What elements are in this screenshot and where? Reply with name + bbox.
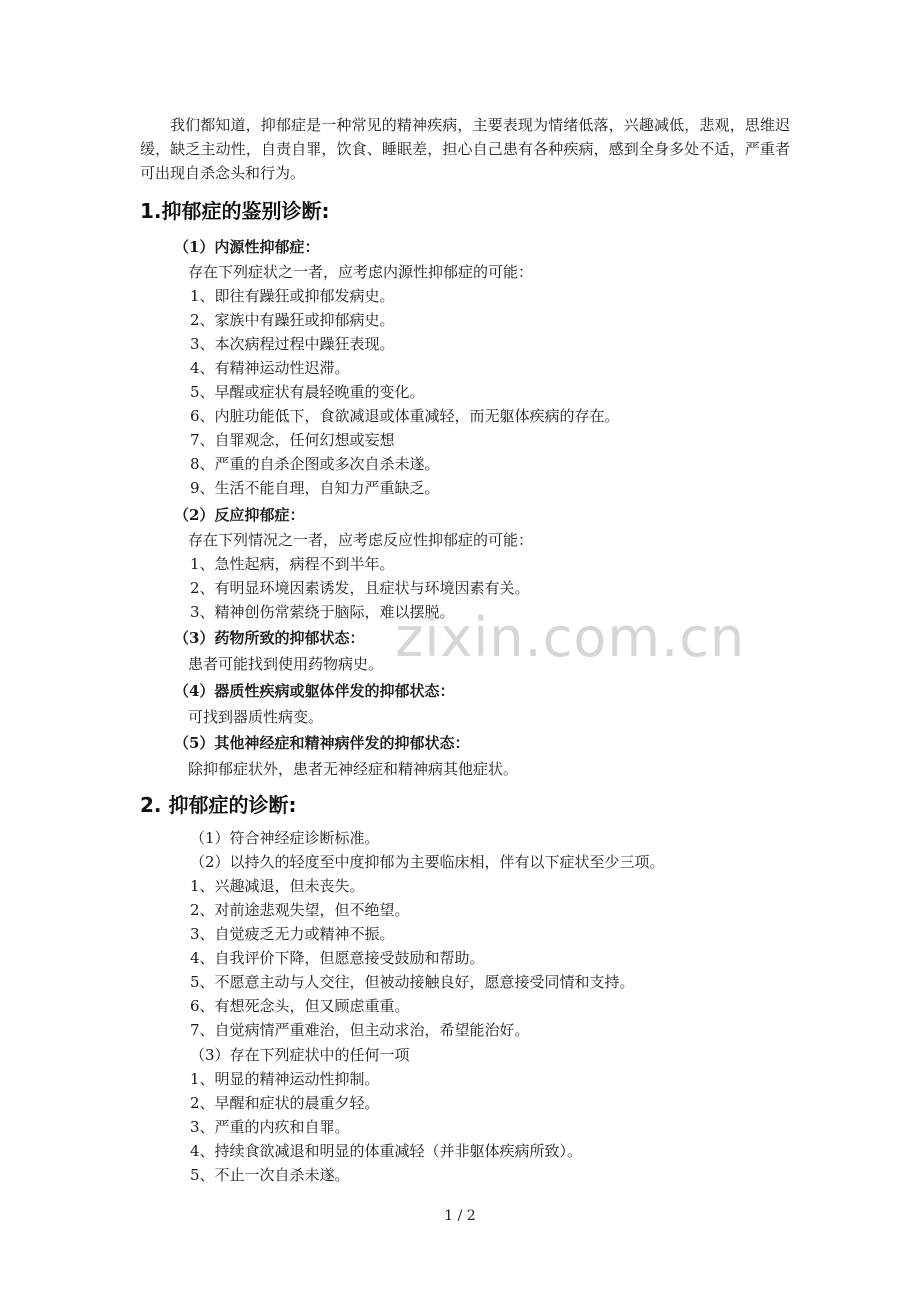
- sub5-label: （5）其他神经症和精神病伴发的抑郁状态：: [174, 734, 470, 752]
- intro-paragraph: 我们都知道，抑郁症是一种常见的精神疾病，主要表现为情绪低落，兴趣减低，悲观，思维迟缓，缺乏主动性，自责自罪，饮食、睡眠差，担心自己患有各种疾病，感到全身多处不适，严重者可出现自杀念头和行为。: [140, 116, 790, 182]
- sub2-item: 1、急性起病，病程不到半年。: [190, 555, 395, 573]
- criterion-1: （1）符合神经症诊断标准。: [190, 829, 380, 847]
- watermark: zixin.com.cn: [395, 606, 746, 669]
- section1-heading: 1.抑郁症的鉴别诊断:: [140, 199, 330, 223]
- criterion-2-item: 3、自觉疲乏无力或精神不振。: [190, 925, 395, 943]
- sub3-label: （3）药物所致的抑郁状态：: [174, 629, 365, 647]
- sub3-text: 患者可能找到使用药物病史。: [188, 655, 384, 673]
- criterion-2-item: 2、对前途悲观失望，但不绝望。: [190, 901, 410, 919]
- sub4-text: 可找到器质性病变。: [188, 708, 324, 726]
- criterion-2-item: 5、不愿意主动与人交往，但被动接触良好，愿意接受同情和支持。: [190, 973, 635, 991]
- section2-heading: 2. 抑郁症的诊断:: [140, 793, 297, 817]
- criterion-2-item: 1、兴趣减退，但未丧失。: [190, 877, 365, 895]
- criterion-3-item: 2、早醒和症状的晨重夕轻。: [190, 1094, 380, 1112]
- sub1-item: 2、家族中有躁狂或抑郁病史。: [190, 311, 395, 329]
- criterion-3: （3）存在下列症状中的任何一项: [190, 1046, 410, 1064]
- criterion-2-item: 6、有想死念头，但又顾虑重重。: [190, 997, 410, 1015]
- page-number: 1 / 2: [444, 1208, 476, 1224]
- sub1-item: 8、严重的自杀企图或多次自杀未遂。: [190, 455, 440, 473]
- criterion-3-item: 5、不止一次自杀未遂。: [190, 1166, 350, 1184]
- criterion-2: （2）以持久的轻度至中度抑郁为主要临床相，伴有以下症状至少三项。: [190, 853, 665, 871]
- sub2-lead: 存在下列情况之一者，应考虑反应性抑郁症的可能：: [188, 531, 534, 549]
- sub5-text: 除抑郁症状外，患者无神经症和精神病其他症状。: [188, 760, 519, 778]
- criterion-3-item: 3、严重的内疚和自罪。: [190, 1118, 350, 1136]
- sub1-item: 7、自罪观念，任何幻想或妄想: [190, 431, 395, 449]
- criterion-3-item: 1、明显的精神运动性抑制。: [190, 1070, 380, 1088]
- criterion-2-item: 4、自我评价下降，但愿意接受鼓励和帮助。: [190, 949, 485, 967]
- sub1-item: 9、生活不能自理，自知力严重缺乏。: [190, 479, 440, 497]
- sub1-item: 6、内脏功能低下，食欲减退或体重减轻，而无躯体疾病的存在。: [190, 407, 620, 425]
- sub1-item: 1、即往有躁狂或抑郁发病史。: [190, 287, 395, 305]
- sub1-label: （1）内源性抑郁症：: [174, 238, 320, 256]
- sub4-label: （4）器质性疾病或躯体伴发的抑郁状态：: [174, 682, 455, 700]
- criterion-2-item: 7、自觉病情严重难治，但主动求治，希望能治好。: [190, 1021, 530, 1039]
- sub1-item: 4、有精神运动性迟滞。: [190, 359, 350, 377]
- sub1-item: 3、本次病程过程中躁狂表现。: [190, 335, 395, 353]
- sub1-lead: 存在下列症状之一者，应考虑内源性抑郁症的可能：: [188, 263, 534, 281]
- criterion-3-item: 4、持续食欲减退和明显的体重减轻（并非躯体疾病所致）。: [190, 1142, 583, 1160]
- sub2-item: 3、精神创伤常萦绕于脑际，难以摆脱。: [190, 603, 455, 621]
- sub2-item: 2、有明显环境因素诱发，且症状与环境因素有关。: [190, 579, 530, 597]
- sub2-label: （2）反应抑郁症：: [174, 506, 305, 524]
- sub1-item: 5、早醒或症状有晨轻晚重的变化。: [190, 383, 425, 401]
